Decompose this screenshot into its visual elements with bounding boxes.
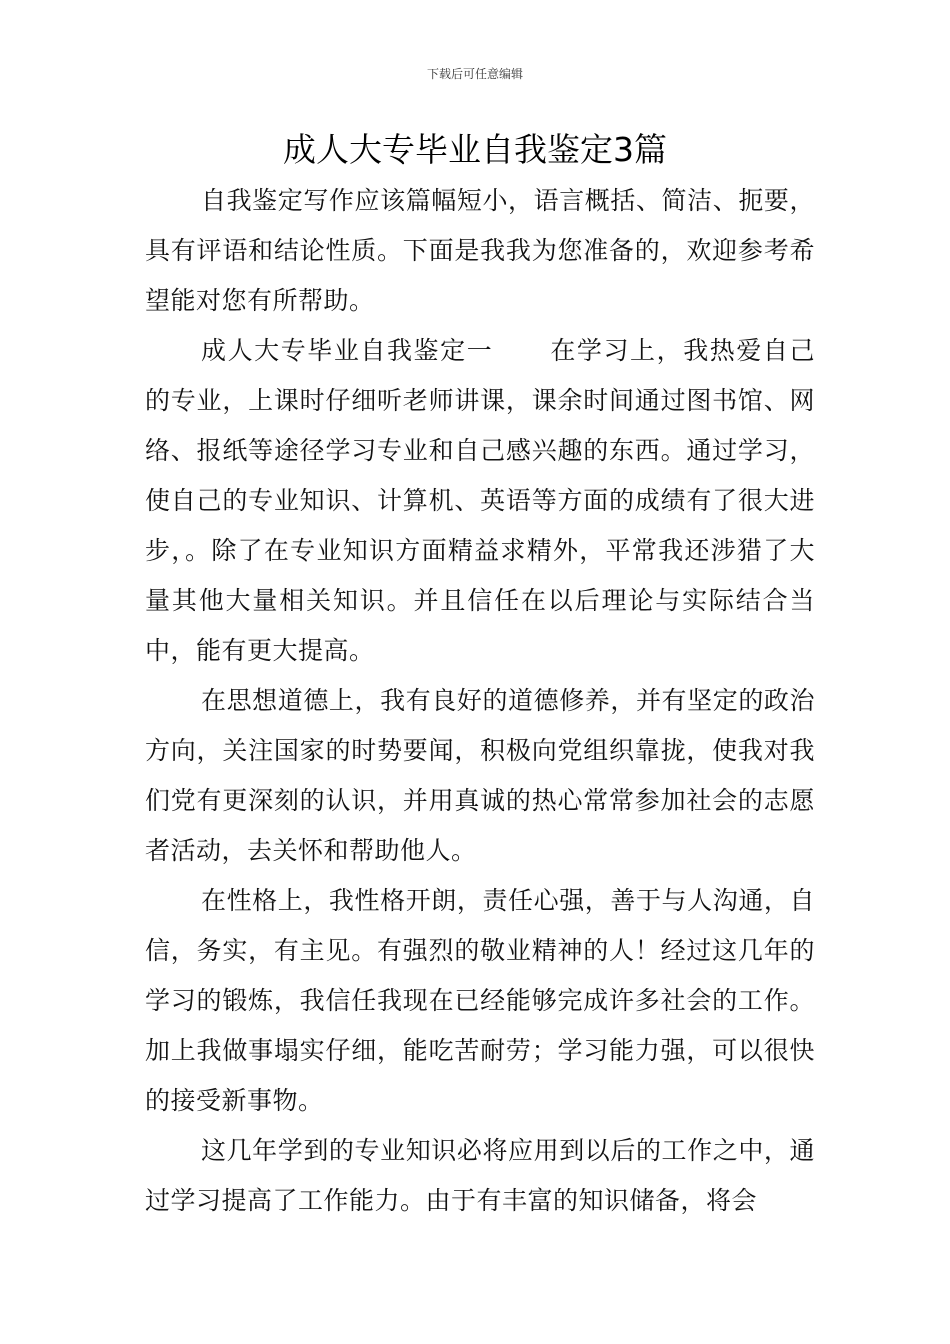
study-paragraph: 在学习上，我热爱自己的专业，上课时仔细听老师讲课，课余时间通过图书馆、网络、报纸等途径学习专业和自己感兴趣的东西。通过学习，使自己的专业知识、计算机、英语等方面的成绩有了很大进步，。除了在专业知识方面精益求精外，平常我还涉猎了大量其他大量相关知识。并且信任在以后理论与实际结合当中，能有更大提高。 [145, 336, 815, 665]
section-one-first-paragraph [145, 326, 815, 676]
intro-paragraph: 自我鉴定写作应该篇幅短小，语言概括、简洁、扼要，具有评语和结论性质。下面是我我为您准备的，欢迎参考希望能对您有所帮助。 [145, 186, 815, 315]
knowledge-paragraph: 这几年学到的专业知识必将应用到以后的工作之中，通过学习提高了工作能力。由于有丰富的知识储备，将会 [145, 1136, 815, 1215]
morality-paragraph: 在思想道德上，我有良好的道德修养，并有坚定的政治方向，关注国家的时势要闻，积极向党组织靠拢，使我对我们党有更深刻的认识，并用真诚的热心常常参加社会的志愿者活动，去关怀和帮助他人。 [145, 686, 815, 865]
section-one-heading: 成人大专毕业自我鉴定一 [201, 336, 494, 365]
page-header-note: 下载后可任意编辑 [426, 67, 523, 81]
document-body [145, 176, 815, 1226]
document-title: 成人大专毕业自我鉴定3篇 [283, 130, 667, 169]
personality-paragraph: 在性格上，我性格开朗，责任心强，善于与人沟通，自信，务实，有主见。有强烈的敬业精神的人！经过这几年的学习的锻炼，我信任我现在已经能够完成许多社会的工作。加上我做事塌实仔细，能吃苦耐劳；学习能力强，可以很快的接受新事物。 [145, 886, 815, 1115]
